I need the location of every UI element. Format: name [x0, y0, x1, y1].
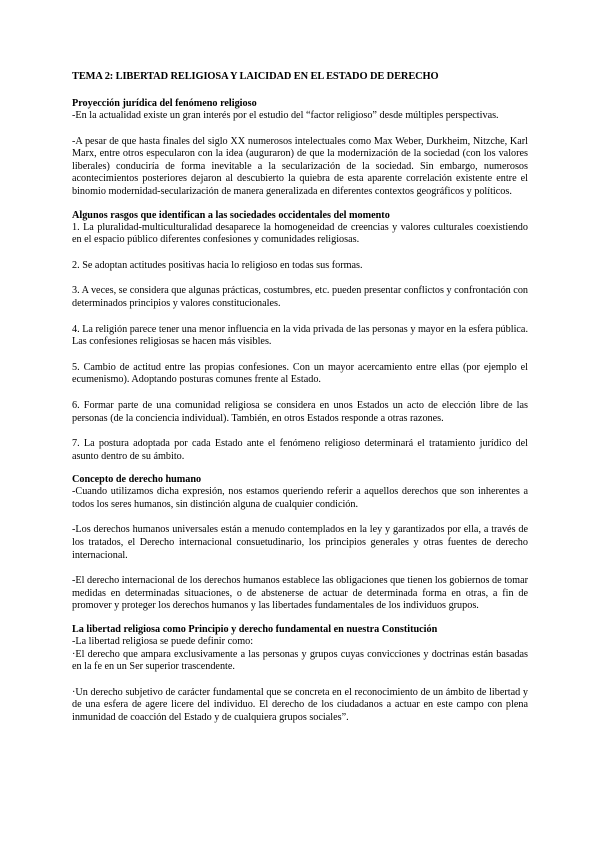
list-item: 4. La religión parece tener una menor influencia en la vida privada de las personas y mayor en la esfera pública. Las confesiones religiosas se hacen más visibles. — [72, 323, 528, 348]
paragraph: -En la actualidad existe un gran interés por el estudio del “factor religioso” desde múltiples perspectivas. — [72, 110, 499, 121]
list-item: 3. A veces, se considera que algunas prácticas, costumbres, etc. pueden presentar conflictos y confrontación con determinados principios y valores constitucionales. — [72, 285, 529, 309]
list-item: 5. Cambio de actitud entre las propias confesiones. Con un mayor acercamiento entre ellas (por ejemplo el ecumenismo). Adoptando posturas comunes frente al Estado. — [72, 361, 528, 386]
document-page — [72, 70, 528, 725]
paragraph: -A pesar de que hasta finales del siglo XX numerosos intelectuales como Max Weber, Durkheim, Nitzche, Karl Marx, entre otros especularon con la idea (auguraron) de que la modernización de la sociedad (con los valores liberales) conduciría de forma inevitable a la secularización de la sociedad. Sin embargo, numerosos acontecimientos posteriores dejaron al descubierto la quiebra de esta aparente correlación existente entre el binomio modernidad-secularización de manera generalizada en diferentes contextos geográficos y políticos. — [72, 135, 528, 197]
paragraph: -La libertad religiosa se puede definir como: — [72, 636, 254, 648]
paragraph: ·Un derecho subjetivo de carácter fundamental que se concreta en el reconocimiento de un ámbito de libertad y de una esfera de agere licere del individuo. El derecho de los ciudadanos a actuar en este campo con plena inmunidad de coacción del Estado y de cualquiera grupos sociales”. — [72, 686, 528, 723]
paragraph: -El derecho internacional de los derechos humanos establece las obligaciones que tienen los gobiernos de tomar medidas en determinadas situaciones, o de abstenerse de actuar de determinada forma en otras, a fin de promover y proteger los derechos humanos y las libertades fundamentales de los individuos grupos. — [72, 575, 528, 612]
list-item: 2. Se adoptan actitudes positivas hacia lo religioso en todas sus formas. — [72, 259, 363, 271]
section-heading-rasgos: Algunos rasgos que identifican a las sociedades occidentales del momento — [72, 209, 390, 221]
section-heading-libertad-religiosa: La libertad religiosa como Principio y derecho fundamental en nuestra Constitución — [72, 624, 438, 636]
section-heading-derecho-humano: Concepto de derecho humano — [72, 474, 202, 486]
list-item: 6. Formar parte de una comunidad religiosa se considera en unos Estados un acto de elección libre de las personas (de la conciencia individual). También, en otros Estados responde a otras razones. — [72, 399, 528, 424]
section-heading-proyeccion: Proyección jurídica del fenómeno religioso — [72, 98, 257, 109]
paragraph: -Los derechos humanos universales están a menudo contemplados en la ley y garantizados por ella, a través de los tratados, el Derecho internacional consuetudinario, los principios generales y otras fuentes de derecho internacional. — [72, 524, 528, 561]
list-item: 7. La postura adoptada por cada Estado ante el fenómeno religioso determinará el tratamiento jurídico del asunto dentro de su ámbito. — [72, 438, 528, 462]
paragraph: -Cuando utilizamos dicha expresión, nos estamos queriendo referir a aquellos derechos que son inherentes a todos los seres humanos, sin distinción alguna de cualquier condición. — [72, 486, 528, 510]
list-item: 1. La pluralidad-multiculturalidad desaparece la homogeneidad de creencias y valores culturales coexistiendo en el espacio público diferentes confesiones y comunidades religiosas. — [72, 221, 528, 246]
document-title: TEMA 2: LIBERTAD RELIGIOSA Y LAICIDAD EN EL ESTADO DE DERECHO — [72, 71, 439, 82]
paragraph: ·El derecho que ampara exclusivamente a las personas y grupos cuyas convicciones y doctrinas están basadas en la fe en un Ser superior trascendente. — [72, 648, 528, 673]
